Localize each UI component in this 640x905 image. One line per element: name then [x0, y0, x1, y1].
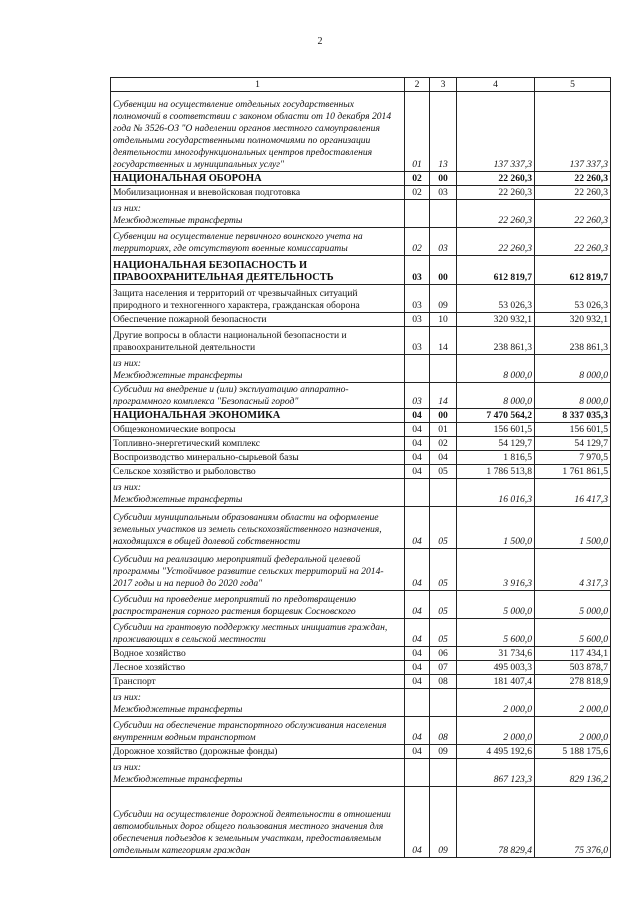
row-value-year2: 137 337,3: [535, 92, 611, 172]
row-section: 04: [405, 409, 430, 423]
row-name: Субсидии на осуществление дорожной деятельности в отношении автомобильных дорог общего пользования местного значения для обеспечения подъездов к земельным участкам, предоставляемым отдельным категориям граждан: [111, 787, 405, 858]
row-value-year1: 1 816,5: [457, 451, 535, 465]
row-subsection: 09: [430, 745, 457, 759]
table-row: [111, 787, 611, 858]
row-value-year1: 22 260,3: [457, 228, 535, 256]
row-name: из них: Межбюджетные трансферты: [111, 200, 405, 228]
row-value-year2: 612 819,7: [535, 256, 611, 285]
table-row: [111, 759, 611, 787]
table-row: [111, 172, 611, 186]
row-subsection: [430, 479, 457, 507]
row-name: Субсидии на проведение мероприятий по предотвращению распространения сорного растения борщевик Сосновского: [111, 591, 405, 619]
row-name: из них: Межбюджетные трансферты: [111, 479, 405, 507]
row-value-year2: 22 260,3: [535, 228, 611, 256]
row-name: Субсидии на реализацию мероприятий федеральной целевой программы "Устойчивое развитие сельских территорий на 2014-2017 годы и на период до 2020 года": [111, 549, 405, 591]
row-section: 04: [405, 549, 430, 591]
row-section: [405, 479, 430, 507]
row-value-year1: 22 260,3: [457, 172, 535, 186]
row-section: 02: [405, 228, 430, 256]
row-value-year1: 5 000,0: [457, 591, 535, 619]
row-value-year2: 5 600,0: [535, 619, 611, 647]
page-number: 2: [317, 36, 323, 47]
row-subsection: [430, 689, 457, 717]
row-name: из них: Межбюджетные трансферты: [111, 689, 405, 717]
row-value-year2: 8 000,0: [535, 355, 611, 383]
header-col-4: 4: [457, 78, 535, 92]
row-section: 03: [405, 383, 430, 409]
row-value-year2: 278 818,9: [535, 675, 611, 689]
row-section: 04: [405, 619, 430, 647]
row-value-year1: 2 000,0: [457, 717, 535, 745]
row-value-year1: 181 407,4: [457, 675, 535, 689]
table-row: [111, 228, 611, 256]
row-section: 04: [405, 451, 430, 465]
table-row: [111, 675, 611, 689]
row-subsection: 08: [430, 675, 457, 689]
row-value-year2: 22 260,3: [535, 172, 611, 186]
row-name: из них: Межбюджетные трансферты: [111, 759, 405, 787]
row-value-year1: 7 470 564,2: [457, 409, 535, 423]
table-row: [111, 409, 611, 423]
row-section: [405, 759, 430, 787]
row-section: 01: [405, 92, 430, 172]
row-section: 04: [405, 745, 430, 759]
row-value-year1: 495 003,3: [457, 661, 535, 675]
row-name: Субвенции на осуществление первичного воинского учета на территориях, где отсутствуют военные комиссариаты: [111, 228, 405, 256]
row-section: 04: [405, 787, 430, 858]
row-section: 04: [405, 507, 430, 549]
table-row: [111, 745, 611, 759]
table-row: [111, 465, 611, 479]
row-name: Транспорт: [111, 675, 405, 689]
row-name: Лесное хозяйство: [111, 661, 405, 675]
row-subsection: 00: [430, 172, 457, 186]
row-value-year2: 53 026,3: [535, 285, 611, 313]
table-row: [111, 355, 611, 383]
table-row: [111, 479, 611, 507]
row-value-year2: 16 417,3: [535, 479, 611, 507]
row-section: [405, 355, 430, 383]
row-value-year1: 4 495 192,6: [457, 745, 535, 759]
row-subsection: 05: [430, 549, 457, 591]
table-row: [111, 689, 611, 717]
row-name: Дорожное хозяйство (дорожные фонды): [111, 745, 405, 759]
row-section: 04: [405, 437, 430, 451]
row-value-year1: 3 916,3: [457, 549, 535, 591]
row-subsection: 10: [430, 313, 457, 327]
table-row: [111, 717, 611, 745]
table-header-row: [111, 78, 611, 92]
row-subsection: 05: [430, 465, 457, 479]
header-col-3: 3: [430, 78, 457, 92]
header-col-1: 1: [111, 78, 405, 92]
row-value-year2: 1 761 861,5: [535, 465, 611, 479]
row-section: [405, 689, 430, 717]
table-row: [111, 507, 611, 549]
table-row: [111, 285, 611, 313]
row-name: Субсидии на грантовую поддержку местных инициатив граждан, проживающих в сельской местности: [111, 619, 405, 647]
table-row: [111, 256, 611, 285]
row-section: 04: [405, 465, 430, 479]
row-name: Воспроизводство минерально-сырьевой базы: [111, 451, 405, 465]
row-value-year1: 5 600,0: [457, 619, 535, 647]
row-value-year1: 612 819,7: [457, 256, 535, 285]
table-row: [111, 200, 611, 228]
row-name: Топливно-энергетический комплекс: [111, 437, 405, 451]
row-section: [405, 200, 430, 228]
row-subsection: 07: [430, 661, 457, 675]
row-value-year1: 238 861,3: [457, 327, 535, 355]
row-value-year1: 53 026,3: [457, 285, 535, 313]
row-value-year2: 8 000,0: [535, 383, 611, 409]
row-value-year2: 1 500,0: [535, 507, 611, 549]
row-section: 04: [405, 423, 430, 437]
row-name: НАЦИОНАЛЬНАЯ ЭКОНОМИКА: [111, 409, 405, 423]
row-name: Субвенции на осуществление отдельных государственных полномочий в соответствии с законом области от 10 декабря 2014 года № 3526-ОЗ "О наделении органов местного самоуправления отдельными государственными полномочиями по организации деятельности многофункциональных центров предоставления государственных и муниципальных услуг": [111, 92, 405, 172]
row-value-year1: 8 000,0: [457, 383, 535, 409]
row-subsection: 09: [430, 285, 457, 313]
row-subsection: 13: [430, 92, 457, 172]
budget-table: [110, 77, 611, 858]
row-value-year2: 117 434,1: [535, 647, 611, 661]
row-subsection: [430, 759, 457, 787]
row-value-year1: 22 260,3: [457, 200, 535, 228]
table-row: [111, 92, 611, 172]
row-subsection: 08: [430, 717, 457, 745]
row-value-year1: 2 000,0: [457, 689, 535, 717]
table-row: [111, 549, 611, 591]
header-col-2: 2: [405, 78, 430, 92]
row-name: Субсидии на внедрение и (или) эксплуатацию аппаратно-программного комплекса "Безопасный город": [111, 383, 405, 409]
row-section: 04: [405, 591, 430, 619]
row-name: Водное хозяйство: [111, 647, 405, 661]
row-name: Субсидии муниципальным образованиям области на оформление земельных участков из земель сельскохозяйственного назначения, находящихся в общей долевой собственности: [111, 507, 405, 549]
row-value-year1: 31 734,6: [457, 647, 535, 661]
table-row: [111, 661, 611, 675]
table-row: [111, 591, 611, 619]
row-value-year2: 75 376,0: [535, 787, 611, 858]
row-name: Мобилизационная и вневойсковая подготовка: [111, 186, 405, 200]
table-row: [111, 437, 611, 451]
row-subsection: 03: [430, 228, 457, 256]
row-value-year2: 156 601,5: [535, 423, 611, 437]
row-section: 02: [405, 186, 430, 200]
row-value-year1: 1 786 513,8: [457, 465, 535, 479]
row-subsection: 03: [430, 186, 457, 200]
row-value-year2: 8 337 035,3: [535, 409, 611, 423]
table-row: [111, 313, 611, 327]
row-value-year1: 137 337,3: [457, 92, 535, 172]
row-value-year2: 829 136,2: [535, 759, 611, 787]
row-value-year2: 238 861,3: [535, 327, 611, 355]
row-subsection: 05: [430, 507, 457, 549]
row-value-year2: 4 317,3: [535, 549, 611, 591]
row-name: из них: Межбюджетные трансферты: [111, 355, 405, 383]
row-value-year2: 22 260,3: [535, 186, 611, 200]
table-row: [111, 647, 611, 661]
row-value-year2: 22 260,3: [535, 200, 611, 228]
row-section: 03: [405, 327, 430, 355]
row-value-year1: 156 601,5: [457, 423, 535, 437]
row-value-year2: 320 932,1: [535, 313, 611, 327]
row-value-year2: 503 878,7: [535, 661, 611, 675]
table-row: [111, 423, 611, 437]
row-value-year1: 78 829,4: [457, 787, 535, 858]
table-row: [111, 619, 611, 647]
table-row: [111, 383, 611, 409]
row-value-year1: 16 016,3: [457, 479, 535, 507]
row-value-year1: 320 932,1: [457, 313, 535, 327]
row-section: 04: [405, 675, 430, 689]
row-subsection: 14: [430, 383, 457, 409]
row-value-year2: 2 000,0: [535, 689, 611, 717]
row-value-year2: 54 129,7: [535, 437, 611, 451]
row-value-year1: 1 500,0: [457, 507, 535, 549]
row-subsection: 14: [430, 327, 457, 355]
row-section: 04: [405, 661, 430, 675]
row-subsection: 00: [430, 409, 457, 423]
row-subsection: 05: [430, 619, 457, 647]
row-subsection: 04: [430, 451, 457, 465]
table-row: [111, 451, 611, 465]
table-row: [111, 327, 611, 355]
row-name: Обеспечение пожарной безопасности: [111, 313, 405, 327]
row-value-year2: 2 000,0: [535, 717, 611, 745]
row-value-year1: 54 129,7: [457, 437, 535, 451]
row-value-year2: 7 970,5: [535, 451, 611, 465]
row-name: НАЦИОНАЛЬНАЯ ОБОРОНА: [111, 172, 405, 186]
row-name: Сельское хозяйство и рыболовство: [111, 465, 405, 479]
row-value-year1: 8 000,0: [457, 355, 535, 383]
row-value-year1: 867 123,3: [457, 759, 535, 787]
row-section: 02: [405, 172, 430, 186]
row-subsection: 09: [430, 787, 457, 858]
row-name: Субсидии на обеспечение транспортного обслуживания населения внутренним водным транспортом: [111, 717, 405, 745]
row-section: 03: [405, 285, 430, 313]
row-section: 04: [405, 647, 430, 661]
row-value-year2: 5 188 175,6: [535, 745, 611, 759]
row-value-year1: 22 260,3: [457, 186, 535, 200]
row-subsection: 00: [430, 256, 457, 285]
table-row: [111, 186, 611, 200]
row-subsection: 01: [430, 423, 457, 437]
row-name: НАЦИОНАЛЬНАЯ БЕЗОПАСНОСТЬ И ПРАВООХРАНИТЕЛЬНАЯ ДЕЯТЕЛЬНОСТЬ: [111, 256, 405, 285]
row-subsection: 02: [430, 437, 457, 451]
row-section: 04: [405, 717, 430, 745]
row-name: Общеэкономические вопросы: [111, 423, 405, 437]
row-section: 03: [405, 256, 430, 285]
row-section: 03: [405, 313, 430, 327]
header-col-5: 5: [535, 78, 611, 92]
row-subsection: [430, 355, 457, 383]
row-value-year2: 5 000,0: [535, 591, 611, 619]
row-name: Другие вопросы в области национальной безопасности и правоохранительной деятельности: [111, 327, 405, 355]
row-subsection: [430, 200, 457, 228]
row-subsection: 06: [430, 647, 457, 661]
row-subsection: 05: [430, 591, 457, 619]
row-name: Защита населения и территорий от чрезвычайных ситуаций природного и техногенного характера, гражданская оборона: [111, 285, 405, 313]
